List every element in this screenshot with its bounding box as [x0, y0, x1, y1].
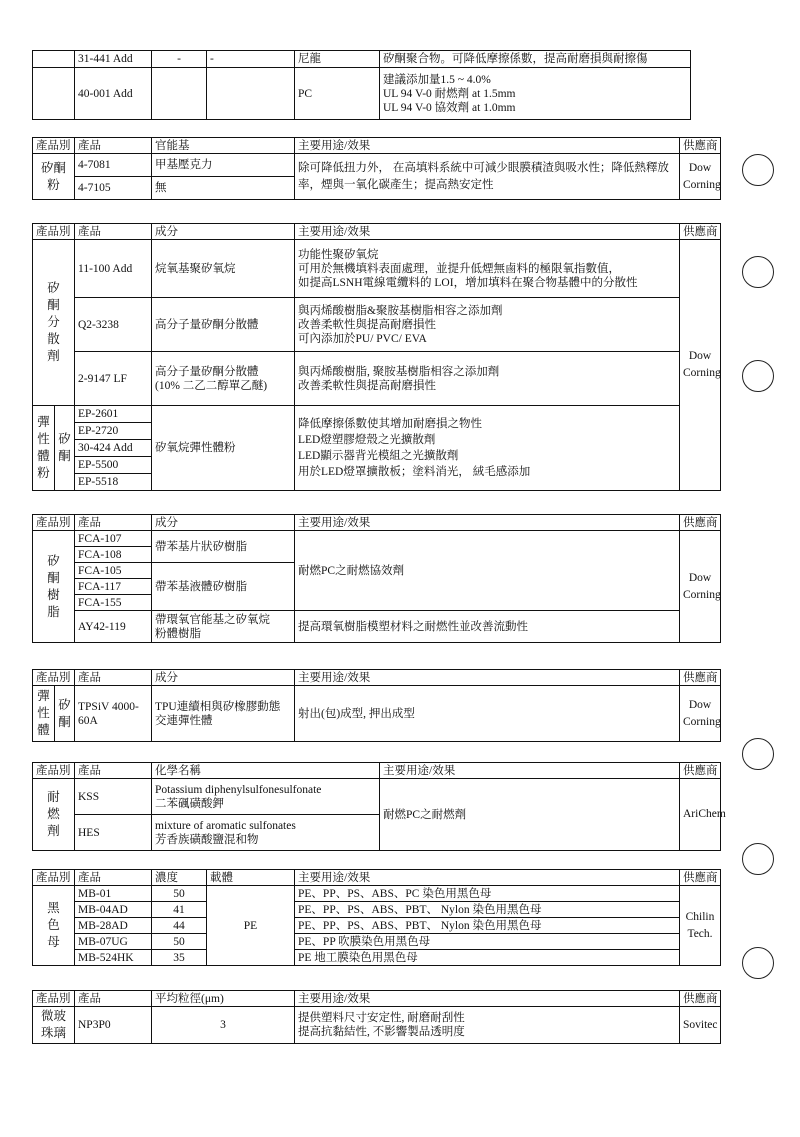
table-row: Q2-3238 高分子量矽酮分散體 與丙烯酸樹脂&聚胺基樹脂相容之添加劑 改善柔軟性與提高耐磨損性 可內添加於PU/ PVC/ EVA	[33, 298, 721, 352]
table-row: 31-441 Add - - 尼龍 矽酮聚合物。可降低摩擦係數，提高耐磨損與耐擦傷	[33, 51, 691, 68]
table-row: 微玻珠璃 NP3P0 3 提供塑料尺寸安定性, 耐磨耐刮性 提高抗黏結性, 不影響製品透明度 Sovitec	[33, 1007, 721, 1044]
table-row: MB-07UG 50 PE、PP 吹膜染色用黑色母	[33, 934, 721, 950]
punch-hole-icon	[742, 360, 774, 392]
product-cell: EP-5500	[75, 457, 151, 474]
product-cell: 30-424 Add	[75, 440, 151, 457]
table-row: MB-28AD 44 PE、PP、PS、ABS、PBT、 Nylon 染色用黑色母	[33, 918, 721, 934]
table-row: FCA-105 帶苯基液體矽樹脂	[33, 563, 721, 579]
table-row: MB-04AD 41 PE、PP、PS、ABS、PBT、 Nylon 染色用黑色母	[33, 902, 721, 918]
table-silicone-powder	[32, 137, 721, 200]
table-silicone-resin	[32, 514, 721, 643]
category-cell: 矽酮樹脂	[33, 531, 75, 643]
table-row: FCA-155	[33, 595, 721, 611]
product-cell: EP-2720	[75, 423, 151, 440]
category-cell: 矽酮	[55, 686, 75, 742]
category-cell: 耐燃劑	[33, 779, 75, 851]
table-header-row: 產品別 產品 濃度 載體 主要用途/效果 供應商	[33, 870, 721, 886]
table-row: 耐燃劑 KSS Potassium diphenylsulfonesulfonate 二苯碸磺酸鉀 耐燃PC之耐燃劑 AriChem	[33, 779, 721, 815]
table-row: FCA-117	[33, 579, 721, 595]
category-cell: 矽酮粉	[33, 154, 75, 200]
product-cell: EP-5518	[78, 476, 119, 488]
category-cell: 彈性體	[33, 686, 55, 742]
table-header-row: 產品別 產品 成分 主要用途/效果 供應商	[33, 670, 721, 686]
product-cell: EP-2601	[75, 406, 151, 423]
table-header-row: 產品別 產品 化學名稱 主要用途/效果 供應商	[33, 763, 721, 779]
table-row: AY42-119 帶環氧官能基之矽氧烷 粉體樹脂 提高環氧樹脂模塑材料之耐燃性並改善流動性	[33, 611, 721, 643]
category-cell: 黑色母	[33, 886, 75, 966]
table-flame-retardant	[32, 762, 726, 851]
table-row: 彈性體 矽酮 TPSiV 4000- 60A TPU連續相與矽橡膠動態 交連彈性體 射出(包)成型, 押出成型 Dow Corning	[33, 686, 721, 742]
punch-hole-icon	[742, 843, 774, 875]
punch-hole-icon	[742, 738, 774, 770]
table-header-row: 產品別 產品 平均粒徑(μm) 主要用途/效果 供應商	[33, 991, 721, 1007]
punch-hole-icon	[742, 154, 774, 186]
product-cell: 31-441 Add	[75, 51, 152, 68]
category-cell: 矽酮	[55, 406, 75, 491]
table-top-continuation	[32, 50, 691, 120]
table-black-masterbatch	[32, 869, 721, 966]
product-cell: 40-001 Add	[75, 68, 152, 120]
table-row: 矽酮粉 4-7081 甲基壓克力 除可降低扭力外， 在高填料系統中可減少眼膜積渣與吸水性；降低熱釋放率，煙與一氧化碳產生；提高熱安定性 Dow Corning	[33, 154, 721, 177]
table-header-row: 產品別 產品 官能基 主要用途/效果 供應商	[33, 138, 721, 154]
table-header-row: 產品別 產品 成分 主要用途/效果 供應商	[33, 515, 721, 531]
punch-hole-icon	[742, 256, 774, 288]
table-row: 矽酮分散劑 11-100 Add 烷氧基聚矽氧烷 功能性聚矽氧烷 可用於無機填料表面處理，並提升低煙無鹵料的極限氧指數值， 如提高LSNH電線電纜料的 LOI，增加填料在聚合物基體中的分散性 Dow Corning	[33, 240, 721, 298]
table-glass-beads	[32, 990, 721, 1044]
table-row: HES mixture of aromatic sulfonates 芳香族磺酸鹽混和物	[33, 815, 721, 851]
table-silicone-dispersant	[32, 223, 721, 491]
table-row: 黑色母 MB-01 50 PE PE、PP、PS、ABS、PC 染色用黑色母 Chilin Tech.	[33, 886, 721, 902]
category-cell: 彈性體粉	[33, 406, 55, 491]
table-row: FCA-108	[33, 547, 721, 563]
table-tpsiv	[32, 669, 721, 742]
table-row: 矽酮樹脂 FCA-107 帶苯基片狀矽樹脂 耐燃PC之耐燃協效劑 Dow Corning	[33, 531, 721, 547]
category-cell: 微玻珠璃	[33, 1007, 75, 1044]
table-row: 40-001 Add PC 建議添加量1.5 ~ 4.0% UL 94 V-0 耐燃劑 at 1.5mm UL 94 V-0 協效劑 at 1.0mm	[33, 68, 691, 120]
table-row: MB-524HK 35 PE 地工膜染色用黑色母	[33, 950, 721, 966]
category-cell: 矽酮分散劑	[33, 240, 75, 406]
table-row: 彈性體粉 矽酮 EP-2601 EP-2720 30-424 Add EP-5500 EP-5518 矽氧烷彈性體粉 降低摩擦係數使其增加耐磨損之物性 LED燈塑膠燈殼之光擴散劑 LED顯示器背光模組之光擴散劑 用於LED燈罩擴散板；塗料消光， 絨毛感添加	[33, 406, 721, 491]
table-row: 4-7105 無	[33, 177, 721, 200]
punch-hole-icon	[742, 947, 774, 979]
table-row: 2-9147 LF 高分子量矽酮分散體 (10% 二乙二醇單乙醚) 與丙烯酸樹脂, 聚胺基樹脂相容之添加劑 改善柔軟性與提高耐磨損性	[33, 352, 721, 406]
table-header-row: 產品別 產品 成分 主要用途/效果 供應商	[33, 224, 721, 240]
